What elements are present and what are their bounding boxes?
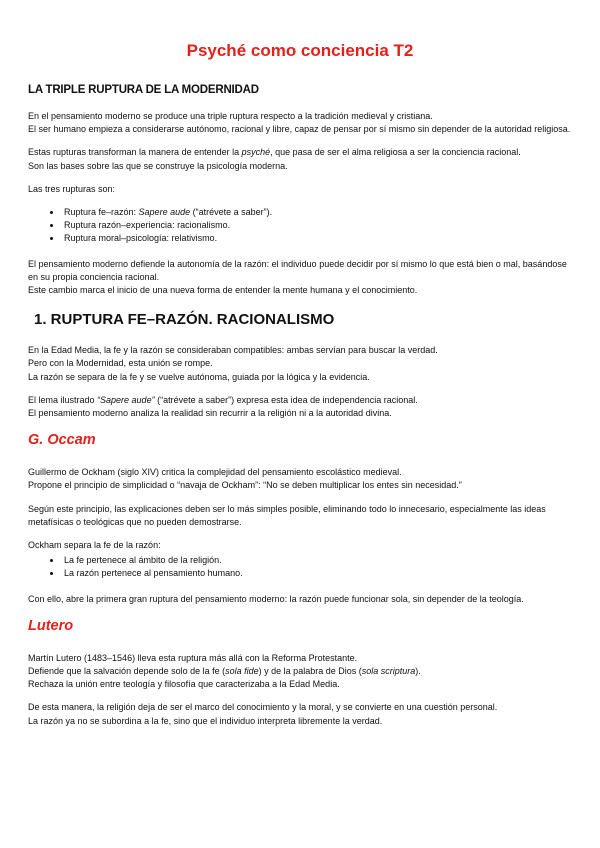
text-line: Martín Lutero (1483–1546) lleva esta ruptura más allá con la Reforma Protestante. bbox=[28, 652, 358, 663]
list-item: • Ruptura moral–psicología: relativismo. bbox=[62, 232, 572, 245]
list-item: • La razón pertenece al pensamiento humano. bbox=[62, 567, 572, 580]
paragraph-autonomia bbox=[28, 258, 572, 298]
paragraph-list-intro: Las tres rupturas son: bbox=[28, 183, 116, 194]
text-run: (“atrévete a saber”). bbox=[190, 207, 273, 218]
paragraph-cuestion-personal bbox=[28, 701, 572, 727]
paragraph-lutero-intro bbox=[28, 652, 572, 692]
text-line: Pero con la Modernidad, esta unión se rompe. bbox=[28, 358, 213, 369]
text-line: Propone el principio de simplicidad o “navaja de Ockham”: “No se deben multiplicar los entes sin necesidad.” bbox=[28, 480, 462, 491]
ockham-list bbox=[28, 554, 572, 580]
text-run: Ruptura fe–razón: bbox=[64, 207, 139, 218]
paragraph-sapere-aude bbox=[28, 394, 572, 420]
italic-term: sola fide bbox=[225, 666, 259, 677]
text-line: Son las bases sobre las que se construye la psicología moderna. bbox=[28, 160, 288, 171]
text-line: La razón ya no se subordina a la fe, sino que el individuo interpreta libremente la verdad. bbox=[28, 715, 383, 726]
text-line: De esta manera, la religión deja de ser el marco del conocimiento y la moral, y se convierte en una cuestión personal. bbox=[28, 702, 498, 713]
text-line: El pensamiento moderno defiende la autonomía de la razón: el individuo puede decidir por sí mismo lo que está bien o mal, basándose en su propia conciencia racional. bbox=[28, 258, 567, 282]
page-title: Psyché como conciencia T2 bbox=[186, 41, 414, 60]
italic-term: Sapere aude bbox=[138, 207, 191, 218]
text-run: Defiende que la salvación depende solo de la fe ( bbox=[28, 666, 226, 677]
text-line: El ser humano empieza a considerarse autónomo, racional y libre, capaz de pensar por sí mismo sin depender de la autoridad religiosa. bbox=[28, 124, 571, 135]
paragraph-ockham-intro bbox=[28, 466, 572, 492]
subheading-lutero: Lutero bbox=[28, 617, 74, 634]
text-line: El pensamiento moderno analiza la realidad sin recurrir a la religión ni a la autoridad divina. bbox=[28, 408, 392, 419]
rupturas-list bbox=[28, 206, 572, 246]
paragraph-primera-ruptura: Con ello, abre la primera gran ruptura del pensamiento moderno: la razón puede funcionar sola, sin depender de la teología. bbox=[28, 593, 524, 604]
paragraph-intro bbox=[28, 110, 572, 136]
text-line bbox=[28, 394, 572, 407]
list-item: • Ruptura razón–experiencia: racionalismo. bbox=[62, 219, 572, 232]
section-heading-triple-ruptura: LA TRIPLE RUPTURA DE LA MODERNIDAD bbox=[28, 84, 259, 96]
paragraph-simplicidad: Según este principio, las explicaciones deben ser lo más simples posible, eliminando todo lo innecesario, especialmente las ideas metafísicas o teológicas que no pueden demostrarse. bbox=[28, 503, 546, 527]
text-line: En el pensamiento moderno se produce una triple ruptura respecto a la tradición medieval y cristiana. bbox=[28, 111, 433, 121]
text-run: Estas rupturas transforman la manera de entender la bbox=[28, 147, 242, 158]
section-heading-fe-razon: 1. RUPTURA FE–RAZÓN. RACIONALISMO bbox=[34, 311, 335, 329]
paragraph-edad-media bbox=[28, 344, 572, 384]
list-item bbox=[62, 206, 572, 219]
text-line: Guillermo de Ockham (siglo XIV) critica la complejidad del pensamiento escolástico medieval. bbox=[28, 467, 402, 478]
italic-term: sola scriptura bbox=[361, 666, 416, 677]
italic-term: “Sapere aude” bbox=[97, 394, 155, 405]
text-run: El lema ilustrado bbox=[28, 394, 98, 405]
text-line: Rechaza la unión entre teología y filosofía que caracterizaba a la Edad Media. bbox=[28, 679, 340, 690]
text-line: La razón se separa de la fe y se vuelve autónoma, guiada por la lógica y la evidencia. bbox=[28, 371, 370, 382]
text-run: , que pasa de ser el alma religiosa a ser la conciencia racional. bbox=[270, 147, 521, 158]
paragraph-psyche bbox=[28, 146, 572, 172]
list-item: • La fe pertenece al ámbito de la religión. bbox=[62, 554, 572, 567]
paragraph-separa: Ockham separa la fe de la razón: bbox=[28, 540, 161, 551]
text-line bbox=[28, 146, 572, 159]
italic-term: psyché bbox=[241, 147, 271, 158]
subheading-occam: G. Occam bbox=[28, 432, 96, 449]
text-line: En la Edad Media, la fe y la razón se consideraban compatibles: ambas servían para buscar la verdad. bbox=[28, 345, 438, 356]
text-line bbox=[28, 665, 572, 678]
text-run: ) y de la palabra de Dios ( bbox=[258, 666, 362, 677]
text-run: ). bbox=[415, 666, 421, 677]
text-run: (“atrévete a saber”) expresa esta idea de independencia racional. bbox=[154, 394, 418, 405]
text-line: Este cambio marca el inicio de una nueva forma de entender la mente humana y el conocimiento. bbox=[28, 285, 418, 296]
